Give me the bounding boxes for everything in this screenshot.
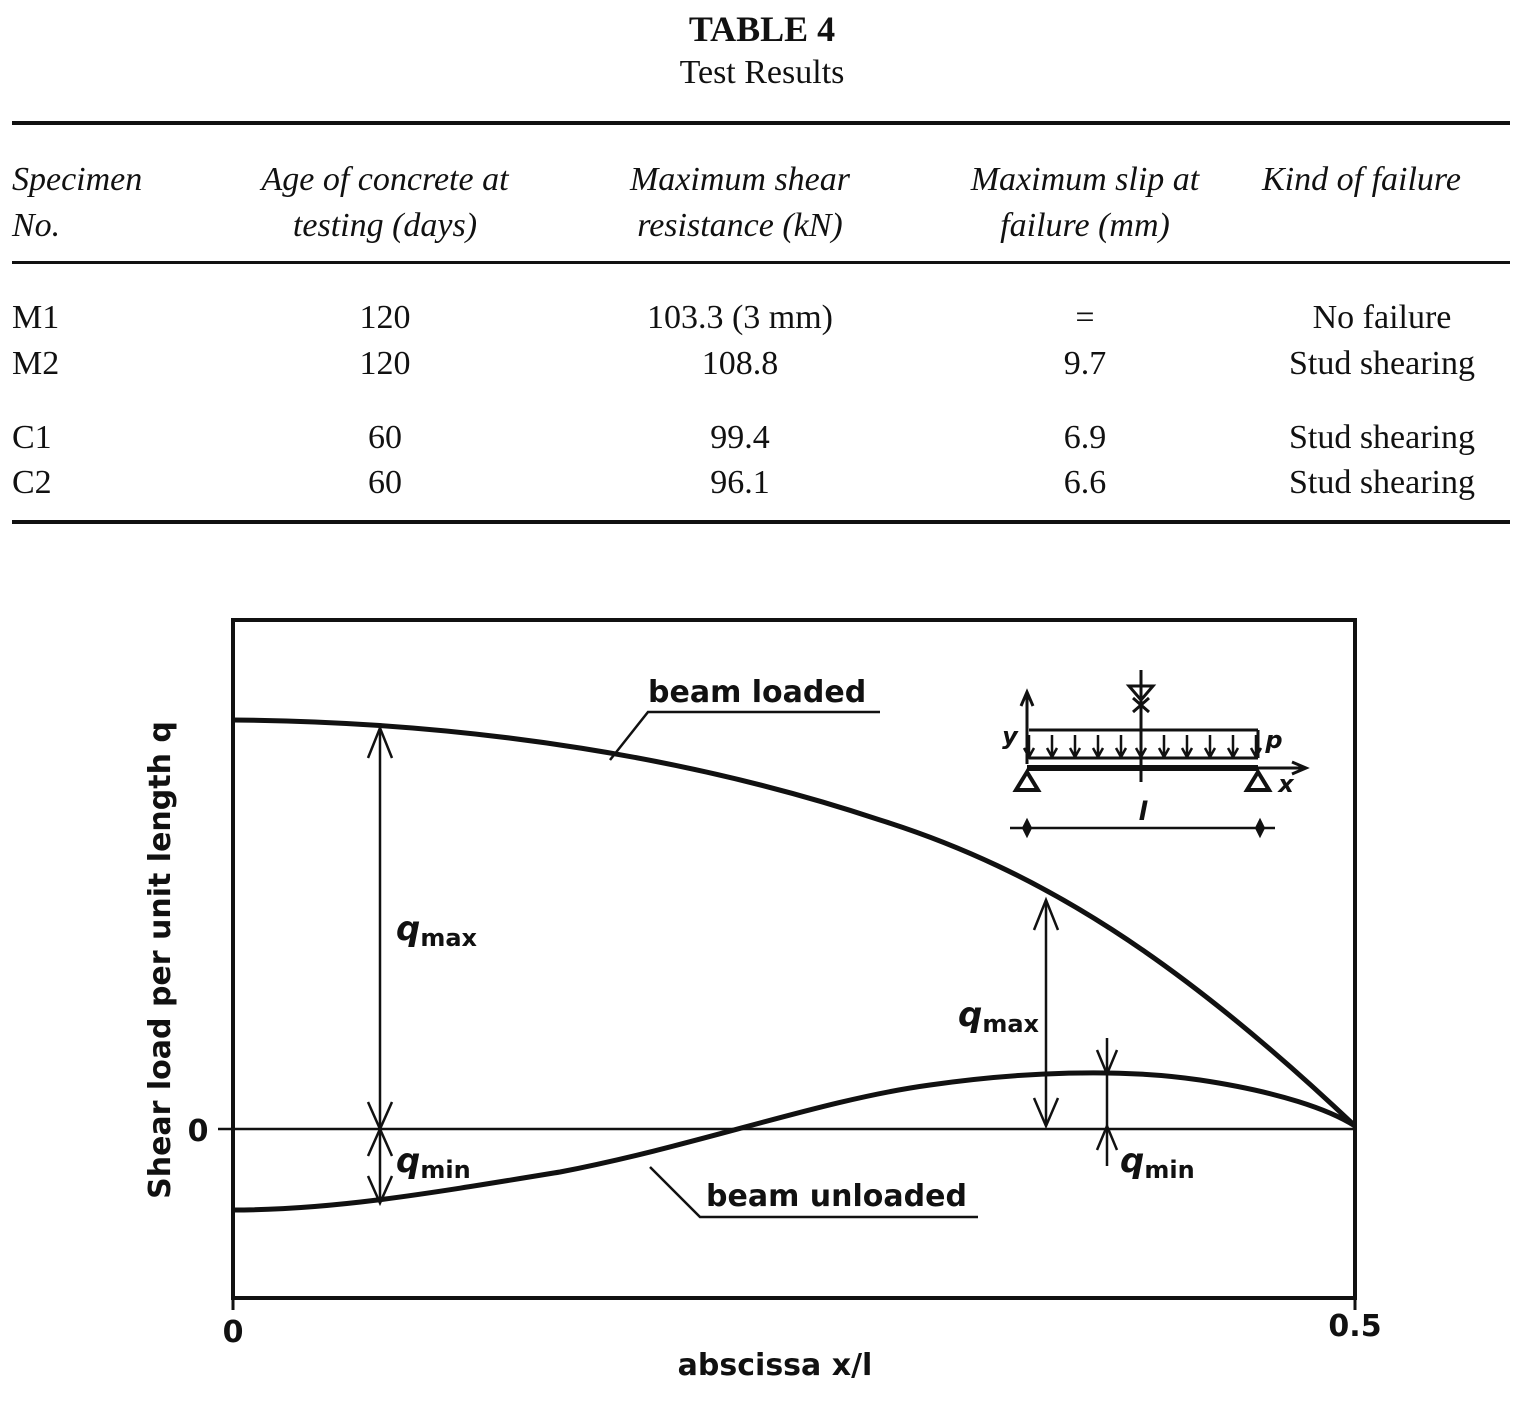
table-top-rule	[12, 121, 1510, 125]
qmax-arrow-left	[368, 728, 392, 1129]
cell-shear: 99.4	[710, 419, 770, 456]
cell-slip: 9.7	[1063, 345, 1107, 382]
beam-loaded-leader	[610, 712, 880, 760]
table-bottom-rule	[12, 520, 1510, 524]
beam-unloaded-label: beam unloaded	[706, 1179, 967, 1214]
shear-load-chart	[0, 560, 1524, 1412]
header-line: Age of concrete at	[261, 161, 509, 198]
qmin-label-left: qmin	[396, 1141, 471, 1184]
cell-age: 120	[359, 345, 411, 382]
cell-specimen: M2	[12, 345, 60, 382]
header-line: failure (mm)	[1000, 207, 1170, 244]
inset-y-label: y	[1002, 722, 1018, 750]
inset-span-label: l	[1138, 797, 1148, 827]
qmin-label-right: qmin	[1120, 1141, 1195, 1184]
header-line: No.	[12, 207, 61, 244]
table-title: Test Results	[679, 54, 845, 91]
header-line: Maximum shear	[629, 161, 851, 198]
cell-age: 120	[359, 299, 411, 336]
header-shear	[560, 157, 920, 249]
header-age	[200, 157, 570, 249]
header-line: testing (days)	[292, 207, 478, 244]
cell-specimen: M1	[12, 299, 60, 336]
cell-shear: 103.3 (3 mm)	[646, 299, 834, 336]
cell-slip: 6.9	[1063, 419, 1107, 456]
header-line: resistance (kN)	[637, 207, 843, 244]
cell-age: 60	[368, 464, 402, 501]
cell-specimen: C1	[12, 419, 52, 456]
qmin-arrow-left	[368, 1129, 392, 1203]
cell-age: 60	[368, 419, 402, 456]
cell-slip: =	[1075, 299, 1095, 336]
header-line: Kind of failure	[1262, 161, 1461, 198]
header-specimen	[12, 157, 142, 249]
cell-shear: 96.1	[710, 464, 770, 501]
x-tick-label-0: 0	[222, 1315, 244, 1350]
qmax-label-left: qmax	[396, 909, 478, 952]
qmin-arrow-right	[1097, 1038, 1117, 1166]
cell-failure: Stud shearing	[1288, 419, 1476, 456]
x-tick-label-05: 0.5	[1328, 1309, 1382, 1344]
inset-load-label: p	[1265, 726, 1283, 754]
cell-failure: No failure	[1312, 299, 1452, 336]
table-header-rule	[12, 261, 1510, 264]
cell-slip: 6.6	[1063, 464, 1107, 501]
y-axis-title: Shear load per unit length q	[143, 721, 178, 1199]
y-tick-label-0: 0	[187, 1114, 209, 1149]
header-failure	[1262, 157, 1512, 203]
x-axis-title: abscissa x/l	[677, 1348, 873, 1383]
inset-x-label: x	[1278, 770, 1294, 798]
header-line: Specimen	[12, 161, 143, 198]
beam-loaded-label: beam loaded	[648, 675, 867, 710]
qmax-label-right: qmax	[958, 995, 1040, 1038]
cell-specimen: C2	[12, 464, 52, 501]
header-line: Maximum slip at	[970, 161, 1200, 198]
header-slip	[920, 157, 1250, 249]
cell-failure: Stud shearing	[1288, 345, 1476, 382]
beam-diagram-inset	[1010, 670, 1306, 836]
table-number: TABLE 4	[688, 9, 836, 49]
cell-failure: Stud shearing	[1288, 464, 1476, 501]
cell-shear: 108.8	[701, 345, 779, 382]
